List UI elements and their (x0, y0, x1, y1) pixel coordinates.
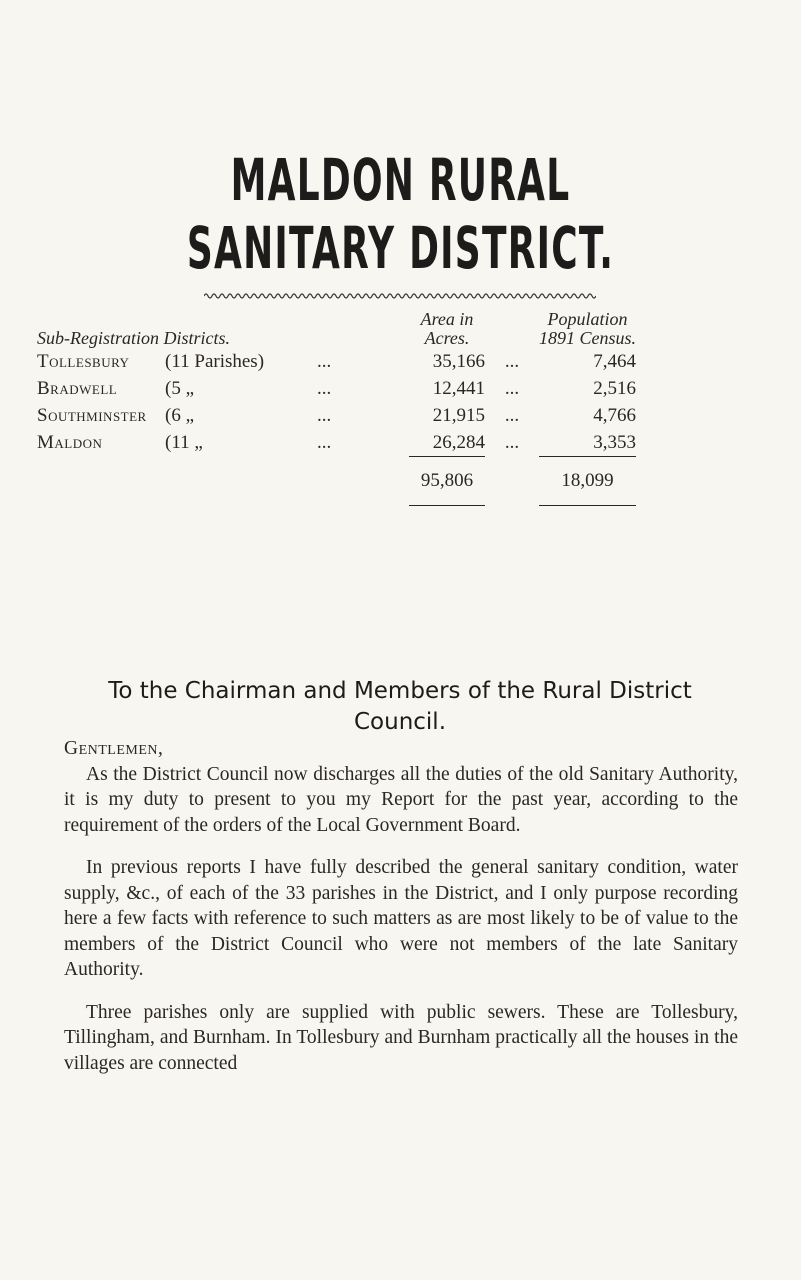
greeting: Gentlemen, (64, 738, 164, 759)
header-population: Population 1891 Census. (539, 309, 637, 348)
district-name: Tollesbury (37, 350, 130, 372)
leader-dots: ... (317, 350, 332, 372)
district-name: Bradwell (37, 377, 118, 399)
header-area: Area in Acres. (420, 309, 474, 348)
district-parishes: (5 „ (165, 377, 195, 399)
district-population: 4,766 (593, 404, 637, 426)
district-area: 35,166 (432, 350, 485, 372)
leader-dots: ... (317, 377, 332, 399)
table-row (37, 348, 636, 375)
district-parishes: (6 „ (165, 404, 195, 426)
table-row (37, 402, 636, 429)
district-name: Maldon (37, 431, 103, 453)
totals-row (37, 457, 636, 506)
table-row (37, 375, 636, 402)
letter-body (64, 736, 738, 1076)
district-population: 7,464 (593, 350, 637, 372)
district-parishes: (11 „ (165, 431, 203, 453)
districts-table (37, 306, 636, 506)
paragraph: In previous reports I have fully described the general sanitary condition, water supply, &c., of each of the 33 parishes in the District, and I only purpose recording here a few facts with reference to such matters as are most likely to be of value to the members of the District Council who were not members of the late Sanitary Authority. (64, 857, 738, 980)
salutation-heading: To the Chairman and Members of the Rural District Council. (108, 678, 692, 735)
leader-dots: ... (504, 431, 520, 453)
total-population: 18,099 (539, 457, 636, 506)
district-parishes: (11 Parishes) (165, 350, 265, 372)
total-area: 95,806 (409, 457, 485, 506)
paragraph: Three parishes only are supplied with public sewers. These are Tollesbury, Tillingham, and Burnham. In Tollesbury and Burnham practically all the houses in the villages are connected (64, 1001, 738, 1074)
header-district: Sub-Registration Districts. (37, 328, 230, 348)
paragraph: As the District Council now discharges all the duties of the old Sanitary Authority, it is my duty to present to you my Report for the past year, according to the requirement of the orders of the Local Government Board. (64, 763, 738, 836)
wavy-divider (204, 291, 596, 301)
district-area: 12,441 (432, 377, 485, 399)
leader-dots: ... (504, 350, 520, 372)
table-header-row (37, 306, 636, 348)
table-row (37, 429, 636, 457)
leader-dots: ... (504, 377, 520, 399)
district-area: 21,915 (432, 404, 485, 426)
leader-dots: ... (317, 431, 332, 453)
district-name: Southminster (37, 404, 147, 426)
district-area: 26,284 (432, 431, 485, 453)
district-population: 2,516 (593, 377, 637, 399)
leader-dots: ... (317, 404, 332, 426)
page-title: MALDON RURAL SANITARY DISTRICT. (186, 146, 615, 282)
district-population: 3,353 (593, 431, 637, 453)
leader-dots: ... (504, 404, 520, 426)
